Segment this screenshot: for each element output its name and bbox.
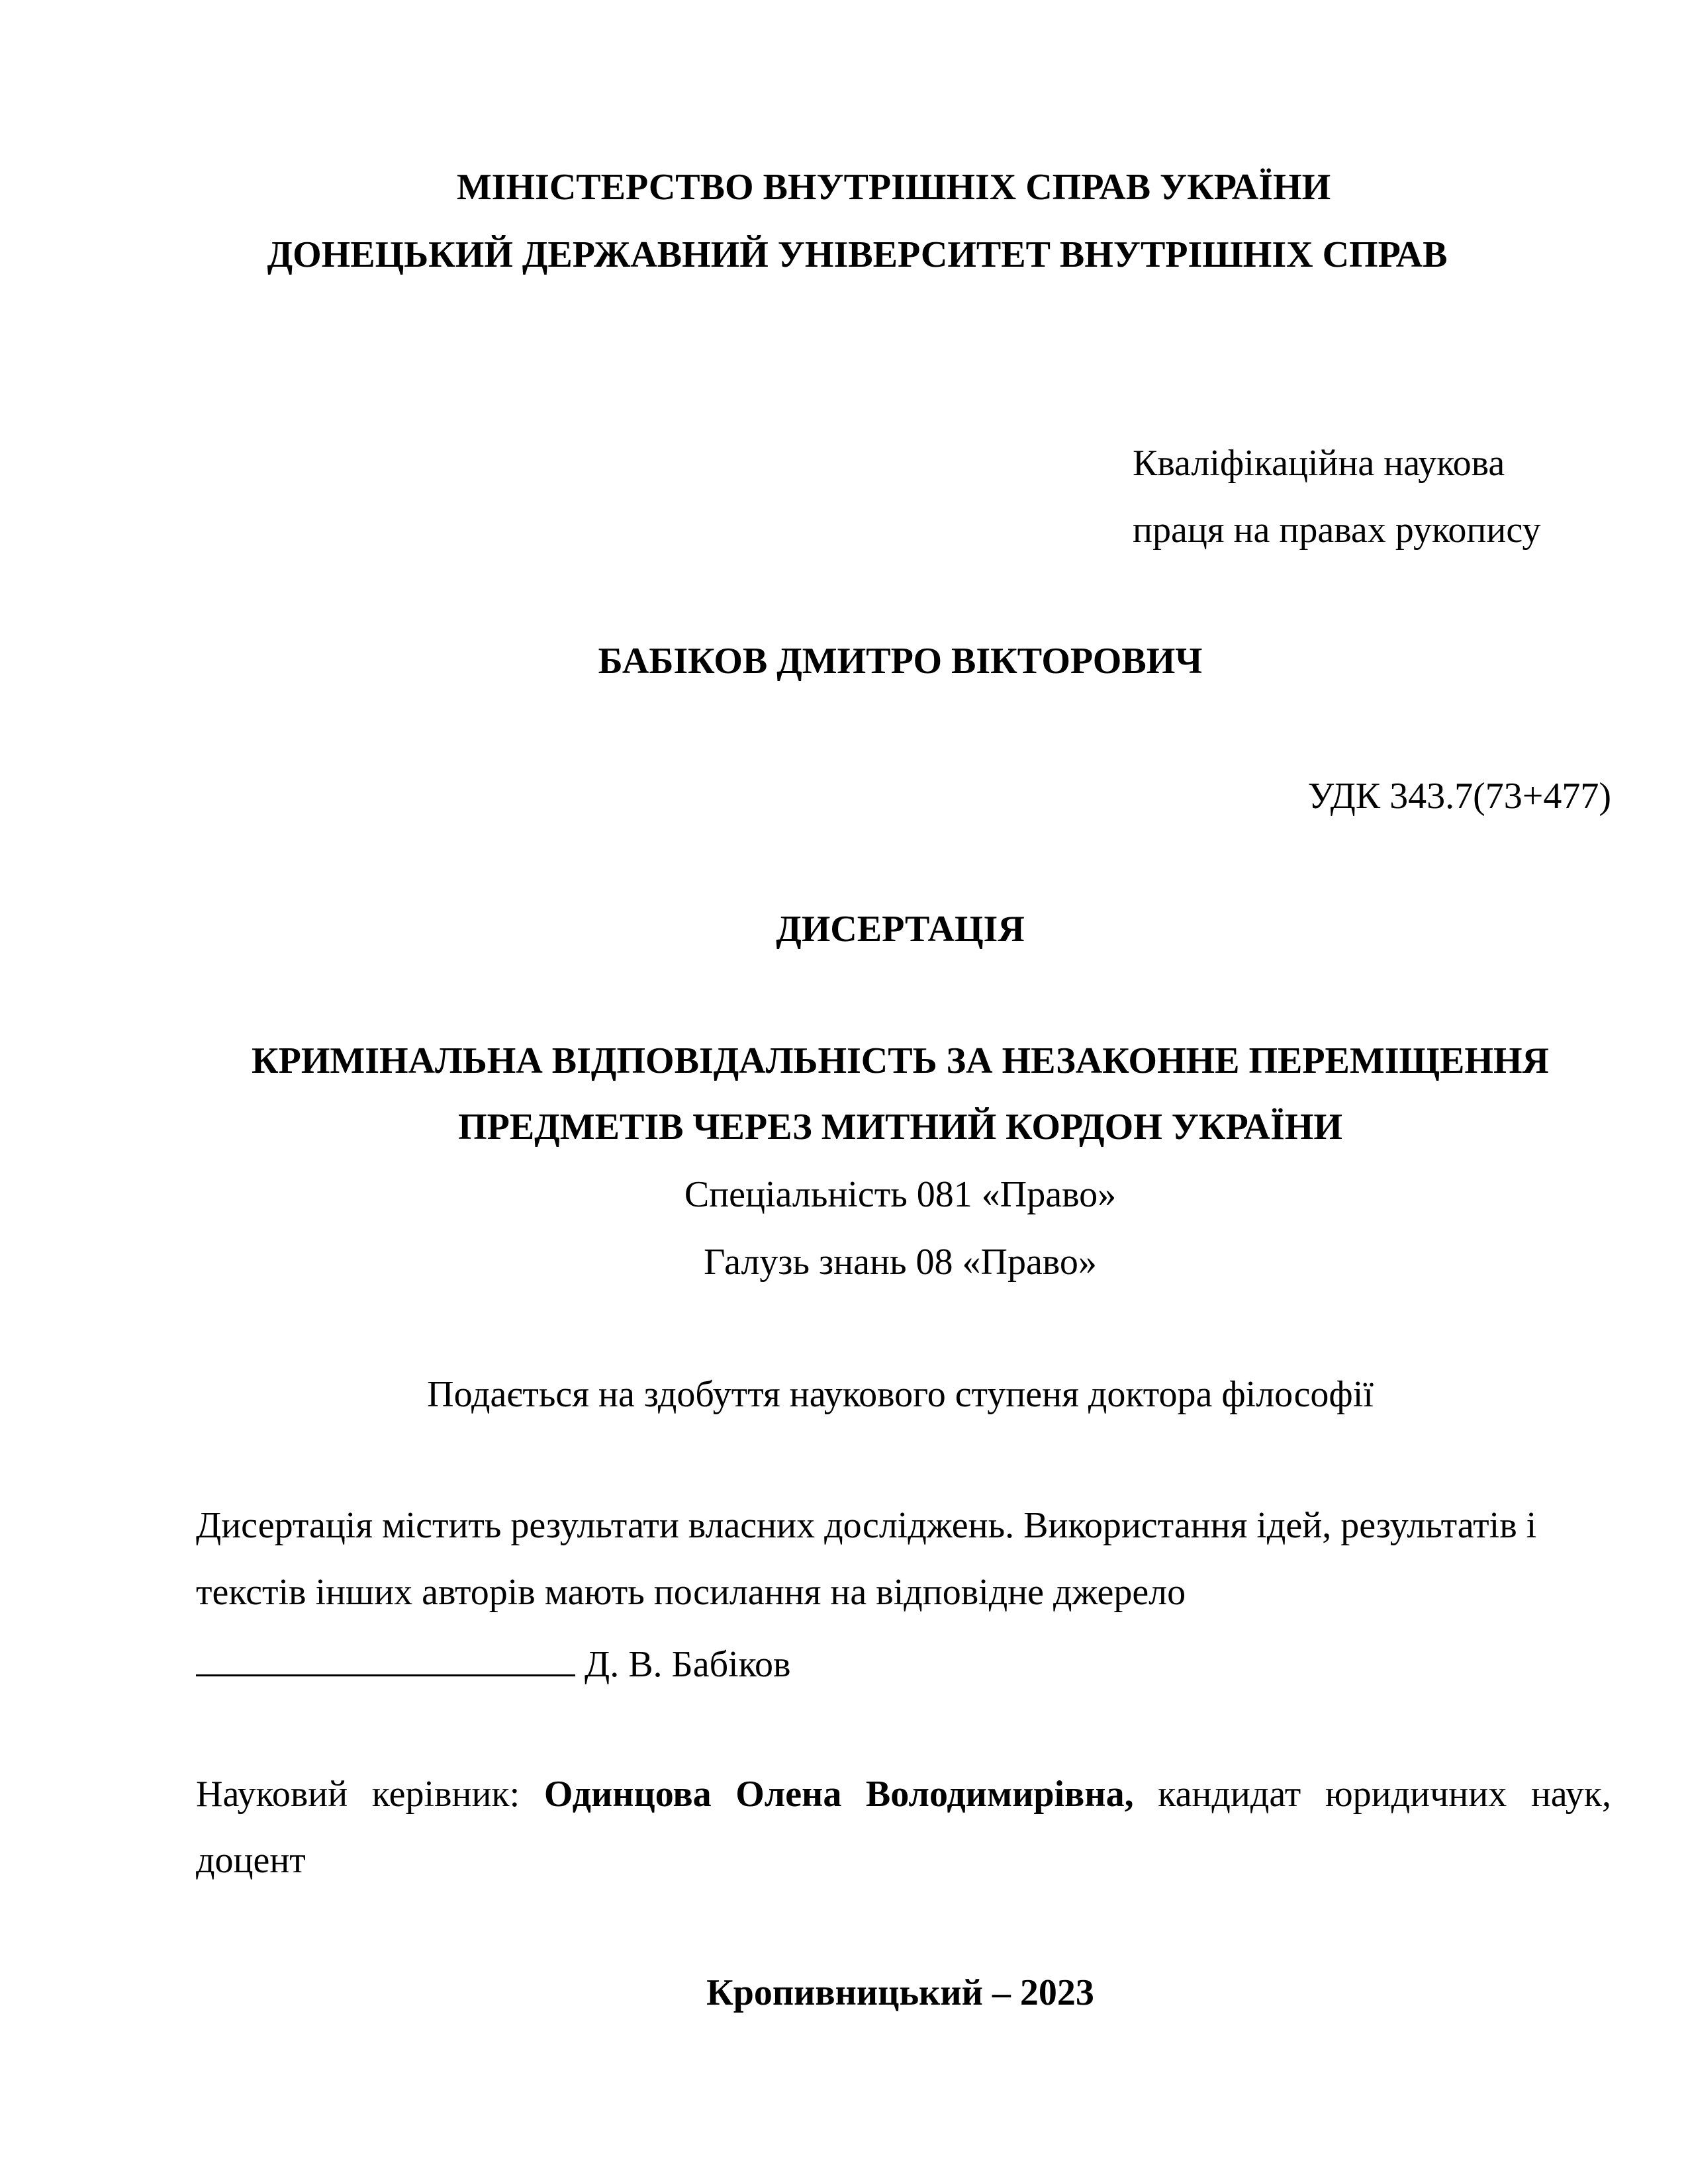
signature-name: Д. В. Бабіков — [585, 1644, 791, 1685]
dissertation-title-line-2: ПРЕДМЕТІВ ЧЕРЕЗ МИТНИЙ КОРДОН УКРАЇНИ — [458, 1107, 1342, 1148]
supervisor-title: доцент — [196, 1840, 306, 1881]
supervisor-degree: кандидат юридичних наук, — [1158, 1774, 1612, 1815]
statement-line-1: Дисертація містить результати власних досліджень. Використання ідей, результатів і — [196, 1505, 1537, 1546]
submitted-for: Подається на здобуття наукового ступеня доктора філософії — [427, 1374, 1374, 1415]
city-year: Кропивницький – 2023 — [706, 1972, 1094, 2013]
author-name: БАБІКОВ ДМИТРО ВІКТОРОВИЧ — [598, 641, 1203, 682]
specialty: Спеціальність 081 «Право» — [684, 1174, 1117, 1215]
ministry-heading: МІНІСТЕРСТВО ВНУТРІШНІХ СПРАВ УКРАЇНИ — [456, 167, 1331, 208]
signature-line — [196, 1636, 1611, 1688]
supervisor-line — [196, 1771, 1611, 1817]
udk-code: УДК 343.7(73+477) — [1307, 776, 1611, 817]
field-of-knowledge: Галузь знань 08 «Право» — [704, 1242, 1097, 1283]
document-type: ДИСЕРТАЦІЯ — [776, 909, 1025, 950]
statement-line-2: текстів інших авторів мають посилання на відповідне джерело — [196, 1572, 1186, 1613]
dissertation-title-line-1: КРИМІНАЛЬНА ВІДПОВІДАЛЬНІСТЬ ЗА НЕЗАКОННЕ ПЕРЕМІЩЕННЯ — [252, 1040, 1549, 1081]
qualification-line-2: праця на правах рукопису — [1133, 510, 1541, 551]
supervisor-label: Науковий керівник: — [196, 1774, 520, 1815]
supervisor-name: Одинцова Олена Володимирівна, — [543, 1774, 1134, 1815]
signature-blank — [196, 1636, 575, 1676]
qualification-line-1: Кваліфікаційна наукова — [1133, 443, 1505, 484]
university-heading: ДОНЕЦЬКИЙ ДЕРЖАВНИЙ УНІВЕРСИТЕТ ВНУТРІШНІХ СПРАВ — [267, 234, 1448, 275]
